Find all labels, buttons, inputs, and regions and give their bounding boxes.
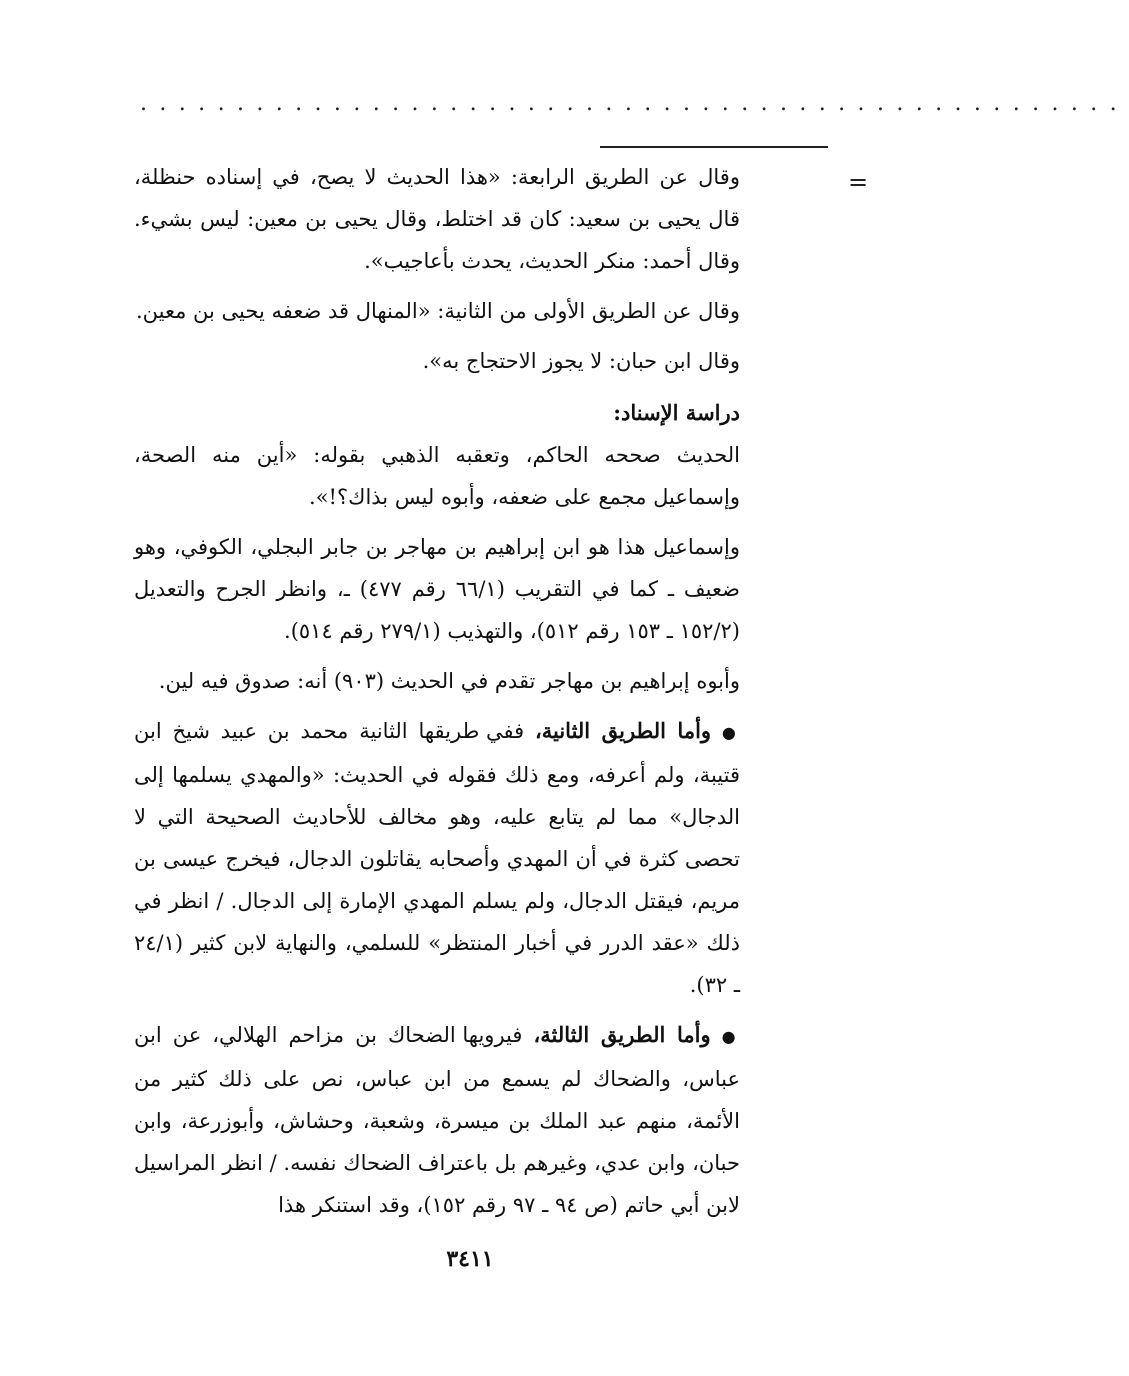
- footnote-rule: [600, 146, 828, 148]
- page-body: [134, 156, 740, 1226]
- second-path-label: وأما الطريق الثانية،: [534, 718, 712, 743]
- paragraph-second-path: [134, 710, 740, 1006]
- paragraph-fourth-path: وقال عن الطريق الرابعة: «هذا الحديث لا يصح، في إسناده حنظلة، قال يحيى بن سعيد: كان قد اختلط، وقال يحيى بن معين: ليس بشيء. وقال أحمد: منكر الحديث، يحدث بأعاجيب».: [134, 165, 740, 273]
- paragraph-third-path: [134, 1014, 740, 1226]
- paragraph-first-of-second: وقال عن الطريق الأولى من الثانية: «المنهال قد ضعفه يحيى بن معين.: [135, 299, 740, 323]
- paragraph-father: وأبوه إبراهيم بن مهاجر تقدم في الحديث (٩٠٣) أنه: صدوق فيه لين.: [158, 669, 740, 693]
- third-path-text: فيرويها الضحاك بن مزاحم الهلالي، عن ابن عباس، والضحاك لم يسمع من ابن عباس، نص على ذلك كثير من الأئمة، منهم عبد الملك بن ميسرة، وشعبة، وحشاش، وأبوزرعة، وابن حبان، وابن عدي، وغيرهم بل باعتراف الضحاك نفسه. / انظر المراسيل لابن أبي حاتم (ص ٩٤ ـ ٩٧ رقم ١٥٢)، وقد استنكر هذا: [134, 1023, 740, 1217]
- paragraph-ismail: وإسماعيل هذا هو ابن إبراهيم بن مهاجر بن جابر البجلي، الكوفي، وهو ضعيف ـ كما في التقريب (٦٦/١ رقم ٤٧٧) ـ، وانظر الجرح والتعديل (١٥٢/٢ ـ ١٥٣ رقم ٥١٢)، والتهذيب (٢٧٩/١ رقم ٥١٤).: [134, 535, 740, 643]
- bullet-icon: ●: [721, 723, 740, 742]
- third-path-label: وأما الطريق الثالثة،: [533, 1022, 711, 1047]
- page-number: ٣٤١١: [446, 1246, 494, 1272]
- dotted-separator: ...................................................: [140, 91, 1129, 116]
- section-heading: دراسة الإسناد:: [613, 400, 740, 425]
- second-path-text: ففي طريقها الثانية محمد بن عبيد شيخ ابن قتيبة، ولم أعرفه، ومع ذلك فقوله في الحديث: «والمهدي يسلمها إلى الدجال» مما لم يتابع عليه، وهو مخالف للأحاديث الصحيحة التي لا تحصى كثرة في أن المهدي وأصحابه يقاتلون الدجال، فيخرج عيسى بن مريم، فيقتل الدجال، ولم يسلم المهدي الإمارة إلى الدجال. / انظر في ذلك «عقد الدرر في أخبار المنتظر» للسلمي، والنهاية لابن كثير (٢٤/١ ـ ٣٢).: [134, 719, 740, 997]
- bullet-icon: ●: [721, 1027, 741, 1046]
- side-mark: =: [848, 168, 869, 196]
- paragraph-hakim: الحديث صححه الحاكم، وتعقبه الذهبي بقوله: «أين منه الصحة، وإسماعيل مجمع على ضعفه، وأبوه ليس بذاك؟!».: [134, 443, 740, 509]
- paragraph-ibn-hibban: وقال ابن حبان: لا يجوز الاحتجاج به».: [422, 349, 740, 373]
